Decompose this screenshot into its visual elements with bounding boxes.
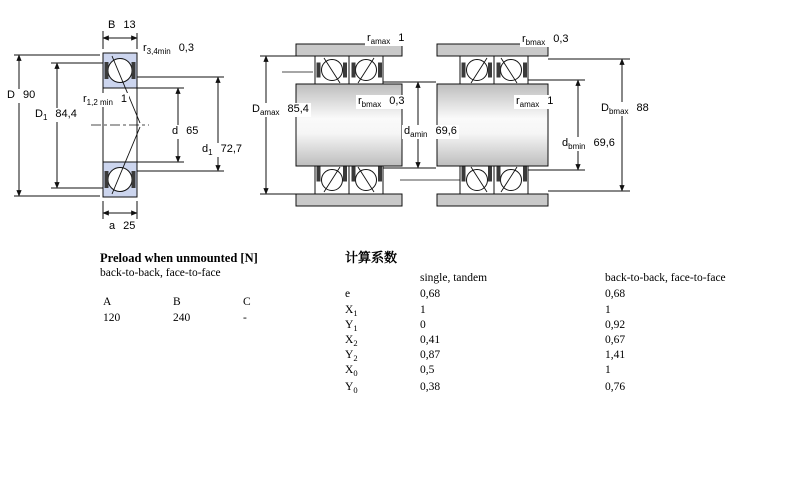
preload-value-B: 240 [173, 312, 191, 324]
factor-value: 1,41 [605, 349, 626, 361]
dim-label-r12: $r_{1,2 min}$ 1 [83, 93, 128, 107]
dim-label-rbmax-right: $r_{bmax}$ 0,3 [522, 33, 569, 47]
factors-title: 计算系数 [345, 250, 398, 265]
factor-value: 0,38 [420, 381, 441, 393]
dim-label-Dbmax: $D_{bmax}$ 88 [601, 102, 649, 116]
factor-value: 0 [420, 319, 426, 331]
factor-row-label: $Y_0$ [345, 381, 358, 395]
dim-label-rbmax-mid: $r_{bmax}$ 0,3 [358, 95, 405, 109]
factor-value: 0,87 [420, 349, 441, 361]
factor-value: 0,68 [605, 288, 626, 300]
dim-label-damin: $d_{amin}$ 69,6 [404, 125, 457, 139]
factor-row-label: $X_2$ [345, 334, 358, 348]
preload-subtitle: back-to-back, face-to-face [100, 267, 221, 279]
factor-row-label: $X_0$ [345, 364, 358, 378]
dim-label-d: d 65 [172, 125, 199, 137]
dim-label-ramax-right: $r_{amax}$ 1 [516, 95, 554, 109]
housing-band [437, 194, 548, 206]
housing-band [296, 194, 402, 206]
dim-label-r34: $r_{3,4min}$ 0,3 [143, 42, 194, 56]
dim-label-D1: $D_1$ 84,4 [35, 108, 77, 122]
preload-title: Preload when unmounted [N] [100, 251, 258, 265]
dim-label-dbmin: $d_{bmin}$ 69,6 [562, 137, 615, 151]
preload-value-A: 120 [103, 312, 121, 324]
dim-label-d1: $d_1$ 72,7 [202, 143, 242, 157]
factor-value: 0,41 [420, 334, 441, 346]
factor-row-label: $Y_1$ [345, 319, 358, 333]
dim-label-D: D 90 [7, 89, 36, 101]
preload-header-B: B [173, 296, 181, 308]
dim-label-a: a 25 [109, 220, 136, 232]
dim-label-B: B 13 [108, 19, 136, 31]
dim-label-Damax: $D_{amax}$ 85,4 [252, 103, 309, 117]
factor-row-label: $X_1$ [345, 304, 358, 318]
factor-row-label: $Y_2$ [345, 349, 358, 363]
factor-row-label: e [345, 288, 351, 300]
factor-value: 0,67 [605, 334, 626, 346]
factor-value: 0,68 [420, 288, 441, 300]
factors-col1-header: single, tandem [420, 272, 488, 284]
preload-header-C: C [243, 296, 251, 308]
right-mounting-drawing [437, 44, 630, 206]
factor-value: 1 [605, 304, 611, 316]
factor-value: 0,5 [420, 364, 435, 376]
factor-value: 1 [605, 364, 611, 376]
factor-value: 0,76 [605, 381, 626, 393]
preload-header-A: A [103, 296, 112, 308]
factor-value: 1 [420, 304, 426, 316]
factor-value: 0,92 [605, 319, 626, 331]
preload-value-C: - [243, 312, 247, 324]
factors-col2-header: back-to-back, face-to-face [605, 272, 726, 284]
dim-label-ramax-mid: $r_{amax}$ 1 [367, 32, 405, 46]
